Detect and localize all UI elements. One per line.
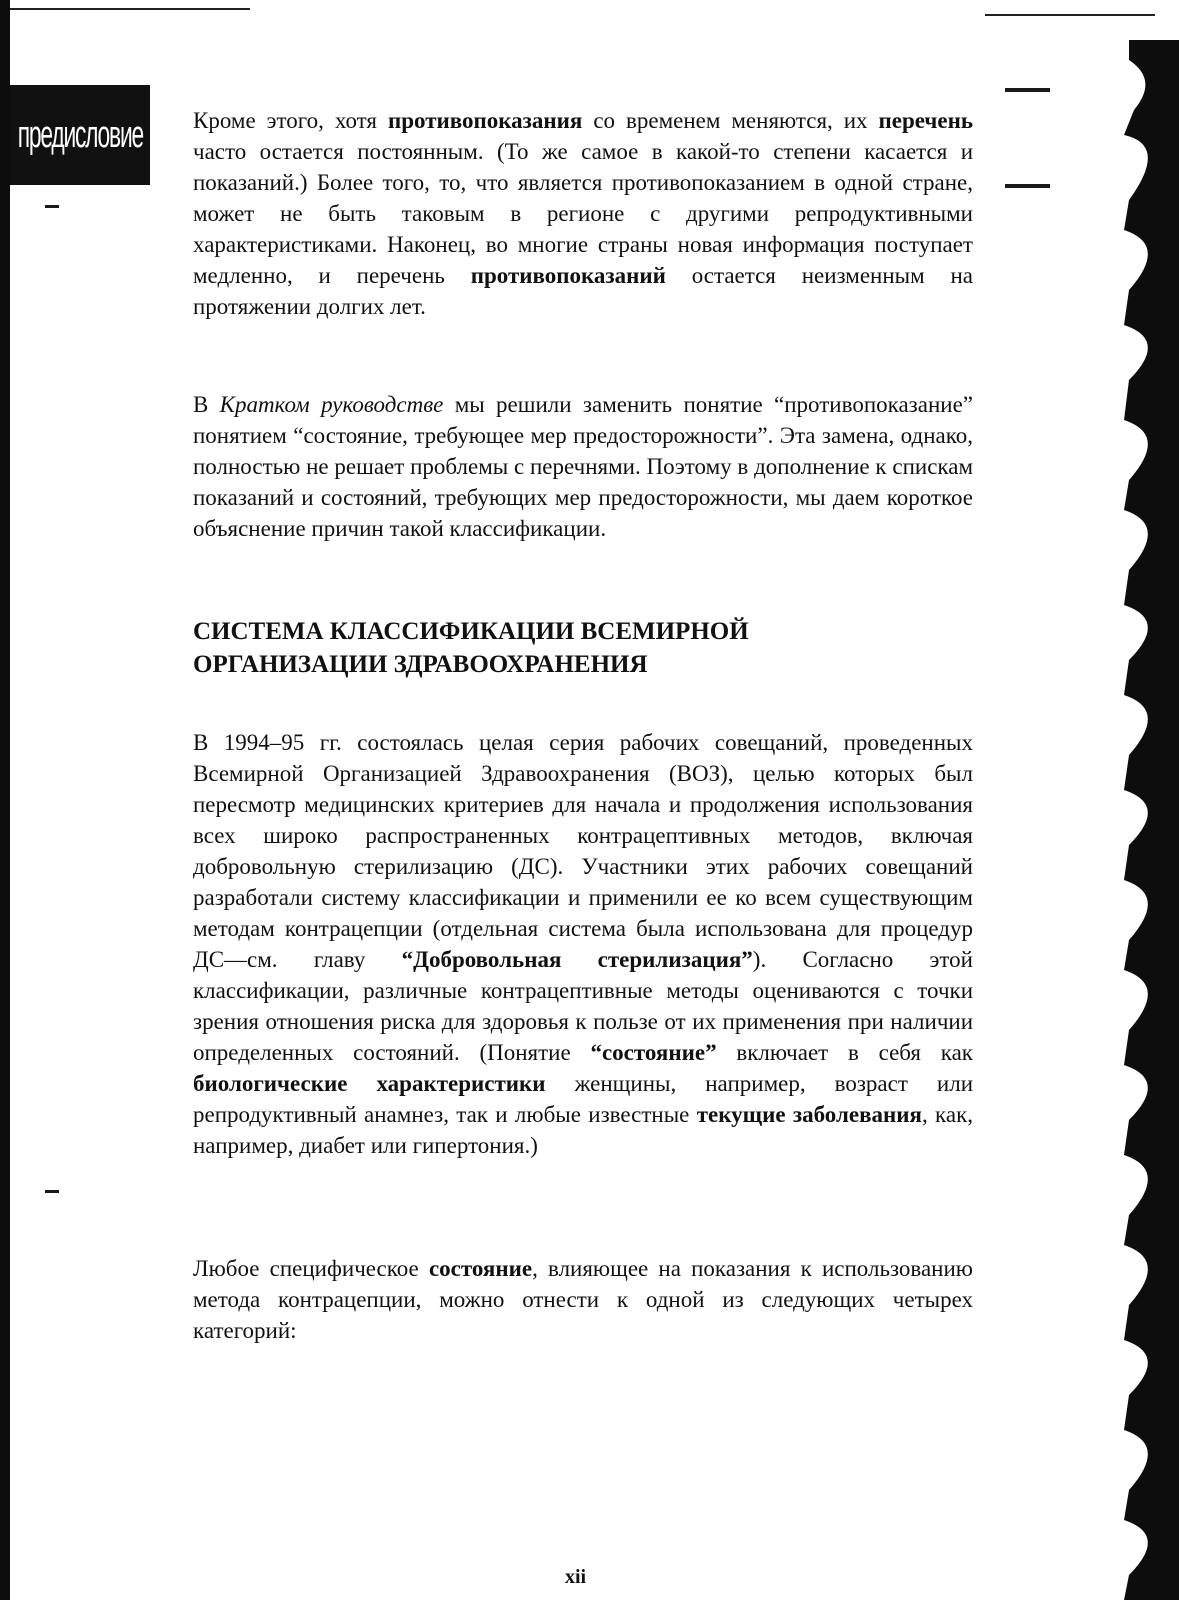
margin-mark [45,205,59,208]
margin-mark [45,1190,59,1193]
section-tab [10,85,150,185]
scan-top-line-right [985,14,1155,16]
paragraph: Любое специфическое состояние, влияющее на показания к использованию метода контрацепции, можно отнести к одной из следующих четырех категорий: [193,1256,973,1343]
margin-mark [1005,88,1050,92]
scan-top-line [10,8,250,10]
section-tab-label: предисловие [17,113,143,156]
margin-mark [1005,184,1050,188]
paragraph: Кроме этого, хотя противопоказания со временем меняются, их перечень часто остается постоянным. (То же самое в какой-то степени касается и показаний.) Более того, то, что является противопоказанием в одной стране, может не быть таковым в регионе с другими репродуктивными характеристиками. Наконец, во многие страны новая информация поступает медленно, и перечень противопоказаний остается неизменным на протяжении долгих лет. [193,108,973,319]
section-heading: СИСТЕМА КЛАССИФИКАЦИИ ВСЕМИРНОЙ ОРГАНИЗАЦИИ ЗДРАВООХРАНЕНИЯ [193,618,749,678]
paragraph: В Кратком руководстве мы решили заменить понятие “противопоказание” понятием “состояние, требующее мер предосторожности”. Эта замена, однако, полностью не решает проблемы с перечнями. Поэтому в дополнение к спискам показаний и состояний, требующих мер предосторожности, мы даем короткое объяснение причин такой классификации. [193,392,973,541]
page-number: xii [565,1566,587,1588]
binding-edge [1089,40,1179,1600]
scan-left-border [0,0,10,1600]
paragraph: В 1994–95 гг. состоялась целая серия рабочих совещаний, проведенных Всемирной Организацией Здравоохранения (ВОЗ), целью которых был пересмотр медицинских критериев для начала и продолжения использования всех широко распространенных контрацептивных методов, включая добровольную стерилизацию (ДС). Участники этих рабочих совещаний разработали систему классификации и применили ее ко всем существующим методам контрацепции (отдельная система была использована для процедур ДС—см. главу “Добровольная стерилизация”). Согласно этой классификации, различные контрацептивные методы оцениваются с точки зрения отношения риска для здоровья к пользе от их применения при наличии определенных состояний. (Понятие “состояние” включает в себя как биологические характеристики женщины, например, возраст или репродуктивный анамнез, так и любые известные текущие заболевания, как, например, диабет или гипертония.) [193,730,973,1158]
